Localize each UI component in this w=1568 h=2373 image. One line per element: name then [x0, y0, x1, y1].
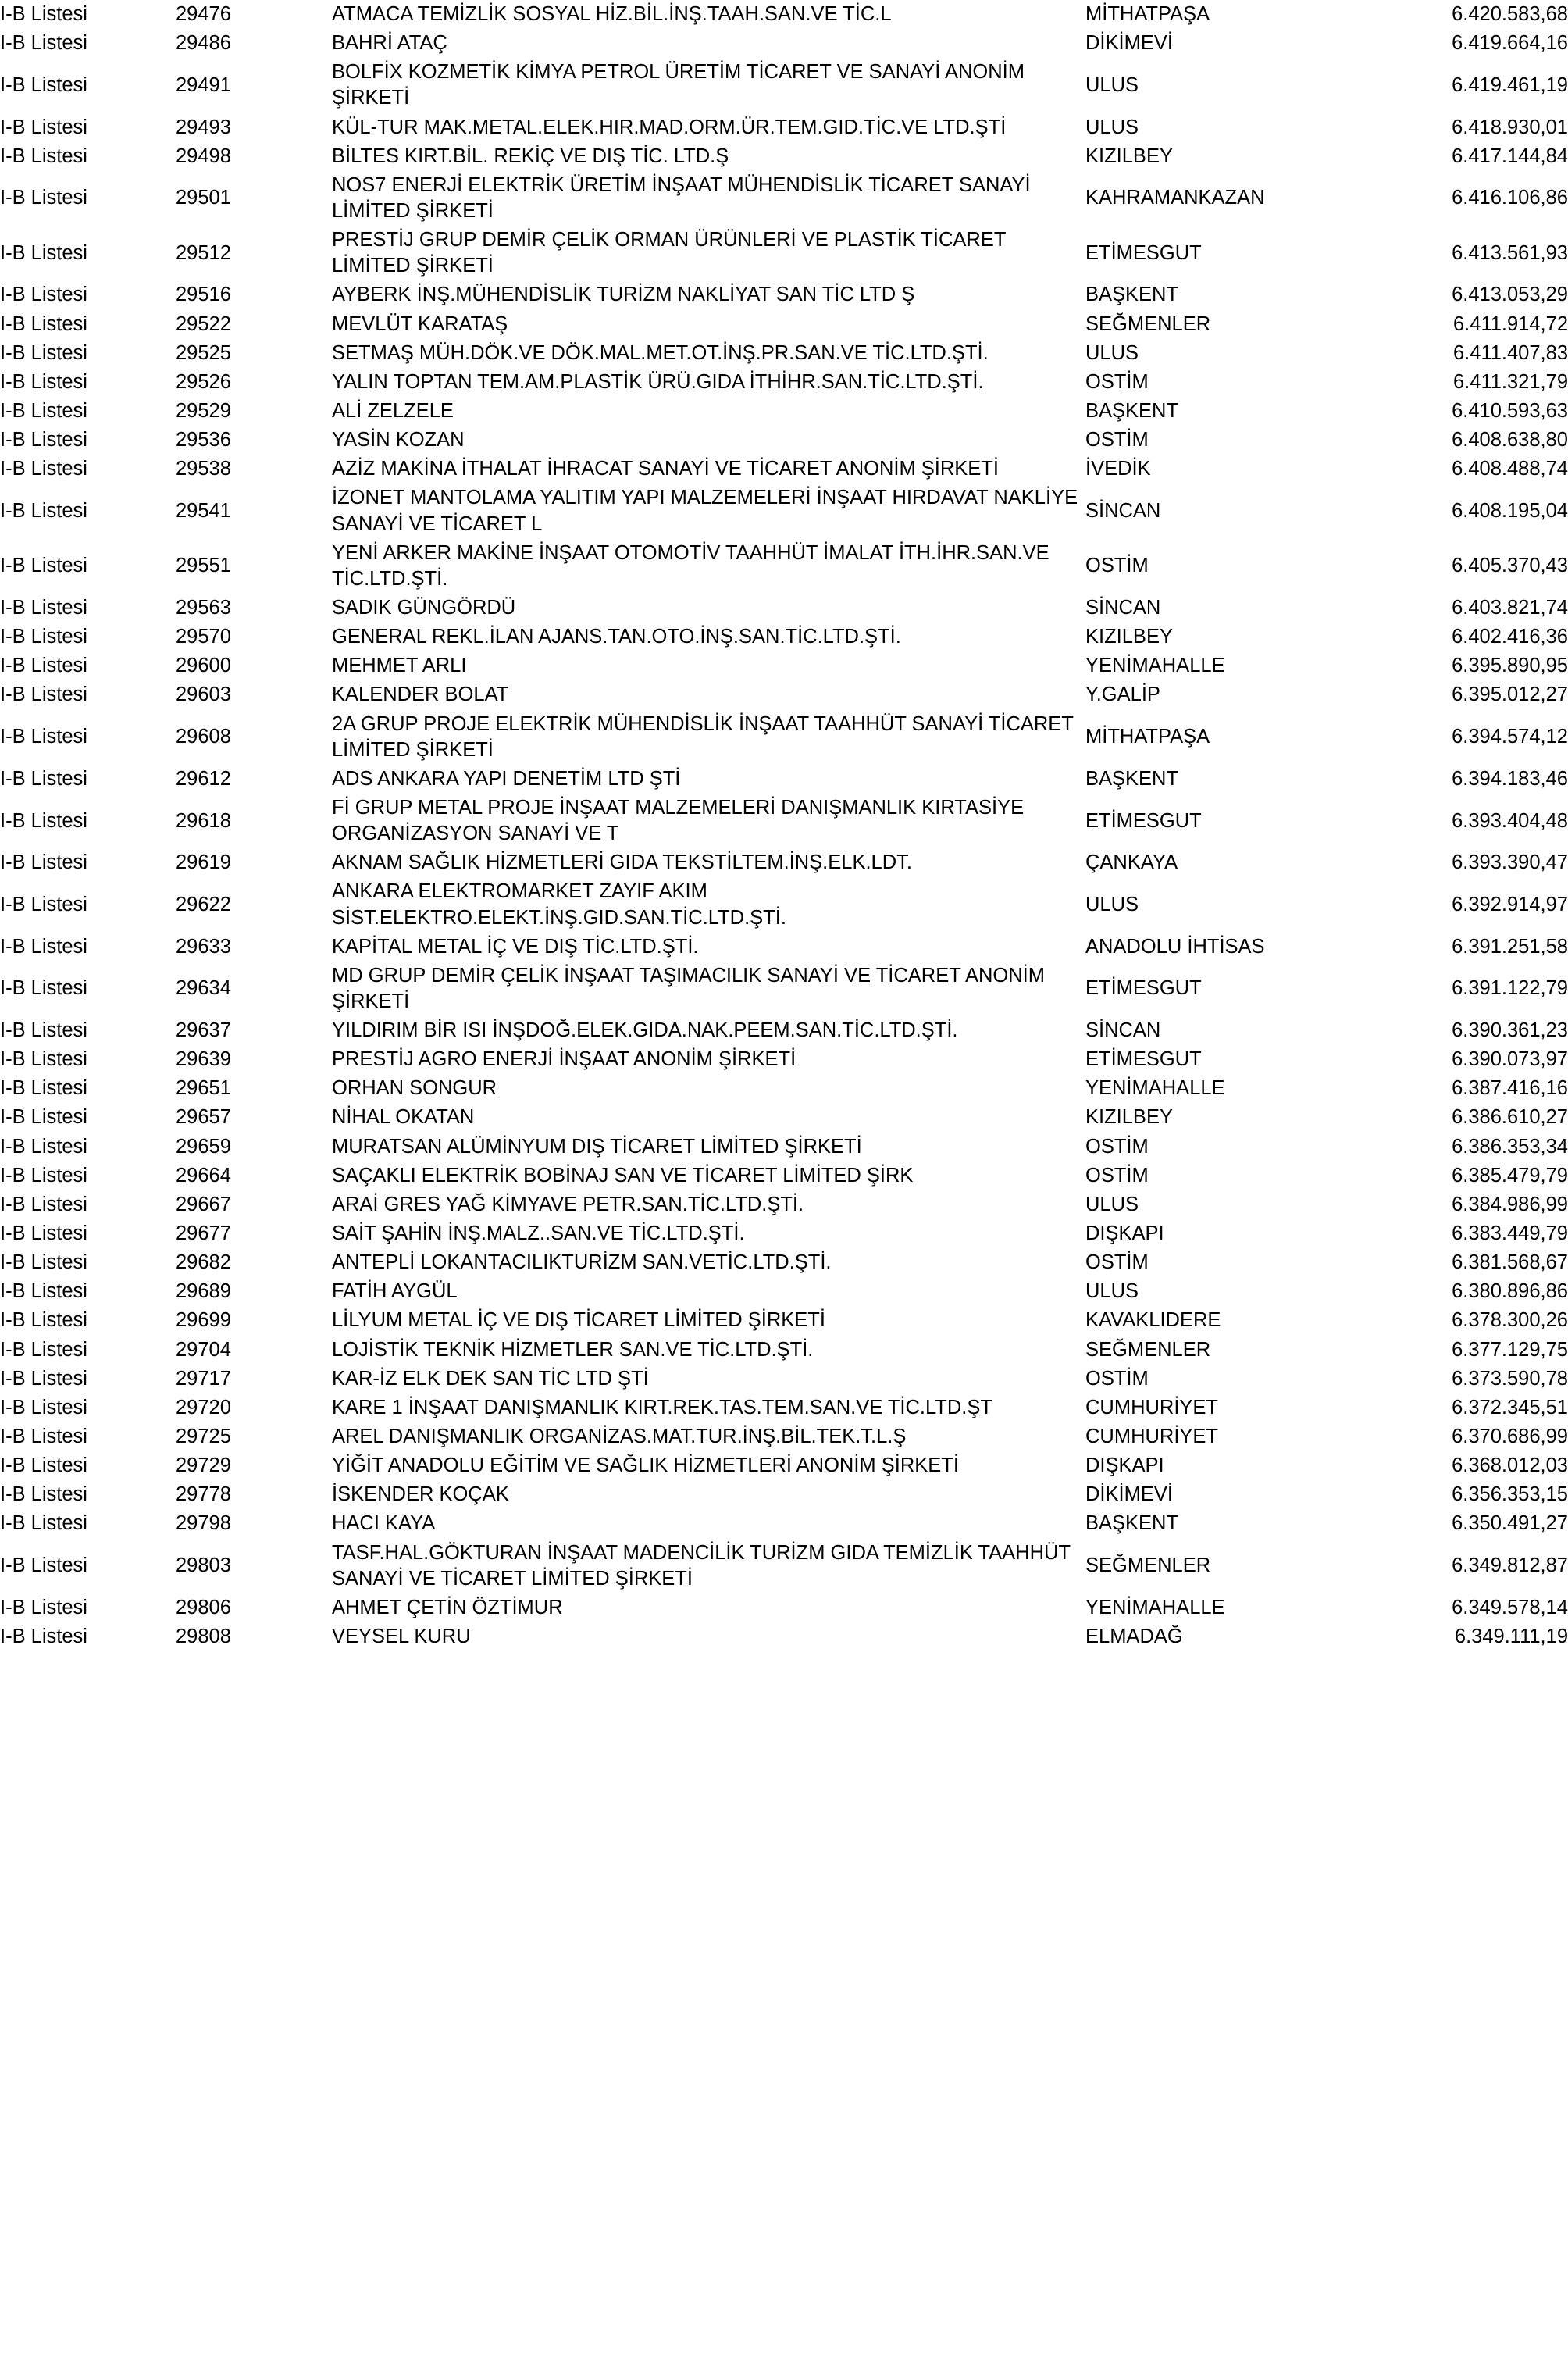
- table-row: [0, 594, 1568, 623]
- cell-name: İZONET MANTOLAMA YALITIM YAPI MALZEMELERİ İNŞAAT HIRDAVAT NAKLİYE SANAYİ VE TİCARET L: [332, 487, 1078, 535]
- cell-name: YİĞİT ANADOLU EĞİTİM VE SAĞLIK HİZMETLERİ ANONİM ŞİRKETİ: [332, 1454, 959, 1477]
- cell-tax-office: ULUS: [1085, 341, 1139, 364]
- cell-list-type: I-B Listesi: [0, 1483, 87, 1506]
- cell-tax-office: ANADOLU İHTİSAS: [1085, 935, 1265, 958]
- cell-list-type: I-B Listesi: [0, 1309, 87, 1332]
- cell-id: 29806: [176, 1596, 231, 1618]
- cell-name: MEHMET ARLI: [332, 655, 467, 677]
- cell-tax-office: SEĞMENLER: [1085, 1554, 1211, 1577]
- cell-id: 29677: [176, 1222, 231, 1245]
- cell-list-type: I-B Listesi: [0, 935, 87, 958]
- table-row: [0, 0, 1568, 29]
- cell-id: 29612: [176, 767, 231, 790]
- table-row: [0, 710, 1568, 765]
- table-row: [0, 1593, 1568, 1622]
- table-row: [0, 765, 1568, 794]
- cell-amount: 6.402.416,36: [1452, 626, 1568, 648]
- table-row: [0, 1133, 1568, 1162]
- cell-tax-office: MİTHATPAŞA: [1085, 3, 1210, 25]
- cell-name: ORHAN SONGUR: [332, 1077, 497, 1100]
- cell-name: NOS7 ENERJİ ELEKTRİK ÜRETİM İNŞAAT MÜHENDİSLİK TİCARET SANAYİ LİMİTED ŞİRKETİ: [332, 173, 1031, 222]
- cell-name: YENİ ARKER MAKİNE İNŞAAT OTOMOTİV TAAHHÜT İMALAT İTH.İHR.SAN.VE TİC.LTD.ŞTİ.: [332, 541, 1049, 590]
- cell-tax-office: KIZILBEY: [1085, 145, 1173, 167]
- cell-amount: 6.390.073,97: [1452, 1048, 1568, 1071]
- cell-tax-office: Y.GALİP: [1085, 683, 1160, 706]
- cell-tax-office: OSTİM: [1085, 370, 1149, 393]
- table-row: [0, 1539, 1568, 1593]
- cell-tax-office: CUMHURİYET: [1085, 1426, 1218, 1448]
- table-row: [0, 680, 1568, 709]
- cell-list-type: I-B Listesi: [0, 1019, 87, 1042]
- cell-name: ATMACA TEMİZLİK SOSYAL HİZ.BİL.İNŞ.TAAH.SAN.VE TİC.L: [332, 3, 892, 25]
- cell-tax-office: YENİMAHALLE: [1085, 655, 1225, 677]
- cell-tax-office: SEĞMENLER: [1085, 312, 1211, 335]
- cell-name: SAİT ŞAHİN İNŞ.MALZ..SAN.VE TİC.LTD.ŞTİ.: [332, 1222, 745, 1245]
- cell-name: LOJİSTİK TEKNİK HİZMETLER SAN.VE TİC.LTD.ŞTİ.: [332, 1338, 814, 1361]
- cell-amount: 6.416.106,86: [1452, 187, 1568, 209]
- cell-list-type: I-B Listesi: [0, 726, 87, 748]
- cell-name: NİHAL OKATAN: [332, 1106, 475, 1129]
- cell-name: HACI KAYA: [332, 1512, 436, 1535]
- cell-tax-office: KIZILBEY: [1085, 626, 1173, 648]
- cell-tax-office: OSTİM: [1085, 1164, 1149, 1186]
- cell-list-type: I-B Listesi: [0, 145, 87, 167]
- cell-list-type: I-B Listesi: [0, 1367, 87, 1390]
- cell-amount: 6.350.491,27: [1452, 1512, 1568, 1535]
- table-row: [0, 339, 1568, 368]
- cell-list-type: I-B Listesi: [0, 1554, 87, 1577]
- cell-amount: 6.418.930,01: [1452, 116, 1568, 138]
- cell-amount: 6.368.012,03: [1452, 1454, 1568, 1477]
- cell-amount: 6.386.353,34: [1452, 1135, 1568, 1158]
- cell-id: 29657: [176, 1106, 231, 1129]
- cell-amount: 6.387.416,16: [1452, 1077, 1568, 1100]
- cell-amount: 6.419.664,16: [1452, 32, 1568, 55]
- cell-name: YASİN KOZAN: [332, 429, 465, 451]
- cell-id: 29491: [176, 73, 231, 96]
- cell-name: GENERAL REKL.İLAN AJANS.TAN.OTO.İNŞ.SAN.TİC.LTD.ŞTİ.: [332, 626, 901, 648]
- cell-tax-office: ÇANKAYA: [1085, 851, 1178, 874]
- cell-id: 29682: [176, 1251, 231, 1274]
- cell-tax-office: ETİMESGUT: [1085, 241, 1202, 264]
- cell-list-type: I-B Listesi: [0, 683, 87, 706]
- cell-id: 29501: [176, 187, 231, 209]
- cell-list-type: I-B Listesi: [0, 977, 87, 1000]
- cell-tax-office: OSTİM: [1085, 1135, 1149, 1158]
- cell-id: 29699: [176, 1309, 231, 1332]
- cell-amount: 6.377.129,75: [1452, 1338, 1568, 1361]
- cell-list-type: I-B Listesi: [0, 1512, 87, 1535]
- cell-name: BOLFİX KOZMETİK KİMYA PETROL ÜRETİM TİCARET VE SANAYİ ANONİM ŞİRKETİ: [332, 61, 1025, 109]
- cell-name: KÜL-TUR MAK.METAL.ELEK.HIR.MAD.ORM.ÜR.TEM.GID.TİC.VE LTD.ŞTİ: [332, 116, 1007, 138]
- table-row: [0, 1422, 1568, 1451]
- cell-name: LİLYUM METAL İÇ VE DIŞ TİCARET LİMİTED ŞİRKETİ: [332, 1309, 825, 1332]
- table-row: [0, 848, 1568, 877]
- cell-tax-office: OSTİM: [1085, 1251, 1149, 1274]
- table-row: [0, 426, 1568, 455]
- cell-amount: 6.349.578,14: [1452, 1596, 1568, 1618]
- cell-name: TASF.HAL.GÖKTURAN İNŞAAT MADENCİLİK TURİZM GIDA TEMİZLİK TAAHHÜT SANAYİ VE TİCARET LİMİTED ŞİRKETİ: [332, 1541, 1071, 1590]
- table-row: [0, 1451, 1568, 1480]
- cell-name: MD GRUP DEMİR ÇELİK İNŞAAT TAŞIMACILIK SANAYİ VE TİCARET ANONİM ŞİRKETİ: [332, 964, 1046, 1012]
- cell-list-type: I-B Listesi: [0, 596, 87, 619]
- table-row: [0, 484, 1568, 538]
- cell-tax-office: KIZILBEY: [1085, 1106, 1173, 1129]
- table-row: [0, 1016, 1568, 1045]
- cell-name: ANTEPLİ LOKANTACILIKTURİZM SAN.VETİC.LTD.ŞTİ.: [332, 1251, 832, 1274]
- cell-id: 29729: [176, 1454, 231, 1477]
- cell-list-type: I-B Listesi: [0, 429, 87, 451]
- cell-name: ADS ANKARA YAPI DENETİM LTD ŞTİ: [332, 767, 681, 790]
- table-row: [0, 1393, 1568, 1422]
- cell-tax-office: SİNCAN: [1085, 596, 1161, 619]
- cell-tax-office: DİKİMEVİ: [1085, 1483, 1173, 1506]
- cell-tax-office: ULUS: [1085, 1193, 1139, 1215]
- table-row: [0, 1219, 1568, 1248]
- cell-name: SETMAŞ MÜH.DÖK.VE DÖK.MAL.MET.OT.İNŞ.PR.SAN.VE TİC.LTD.ŞTİ.: [332, 341, 989, 364]
- cell-name: ALİ ZELZELE: [332, 399, 454, 422]
- cell-list-type: I-B Listesi: [0, 555, 87, 577]
- cell-name: MURATSAN ALÜMİNYUM DIŞ TİCARET LİMİTED ŞİRKETİ: [332, 1135, 862, 1158]
- cell-amount: 6.408.195,04: [1452, 499, 1568, 522]
- cell-id: 29639: [176, 1048, 231, 1071]
- cell-id: 29526: [176, 370, 231, 393]
- table-row: [0, 1190, 1568, 1219]
- cell-amount: 6.393.404,48: [1452, 809, 1568, 832]
- cell-amount: 6.394.574,12: [1452, 726, 1568, 748]
- cell-name: AREL DANIŞMANLIK ORGANİZAS.MAT.TUR.İNŞ.BİL.TEK.T.L.Ş: [332, 1426, 907, 1448]
- cell-list-type: I-B Listesi: [0, 1396, 87, 1418]
- table-row: [0, 962, 1568, 1016]
- cell-list-type: I-B Listesi: [0, 851, 87, 874]
- cell-amount: 6.393.390,47: [1452, 851, 1568, 874]
- cell-amount: 6.413.053,29: [1452, 284, 1568, 306]
- cell-tax-office: ETİMESGUT: [1085, 1048, 1202, 1071]
- cell-tax-office: İVEDİK: [1085, 458, 1151, 480]
- cell-tax-office: ULUS: [1085, 1280, 1139, 1303]
- cell-name: MEVLÜT KARATAŞ: [332, 312, 508, 335]
- cell-amount: 6.391.122,79: [1452, 977, 1568, 1000]
- table-row: [0, 623, 1568, 651]
- cell-name: AZİZ MAKİNA İTHALAT İHRACAT SANAYİ VE TİCARET ANONİM ŞİRKETİ: [332, 458, 999, 480]
- cell-list-type: I-B Listesi: [0, 1135, 87, 1158]
- cell-list-type: I-B Listesi: [0, 1106, 87, 1129]
- cell-amount: 6.391.251,58: [1452, 935, 1568, 958]
- table-row: [0, 368, 1568, 397]
- cell-list-type: I-B Listesi: [0, 73, 87, 96]
- cell-list-type: I-B Listesi: [0, 1048, 87, 1071]
- cell-id: 29538: [176, 458, 231, 480]
- table-row: [0, 142, 1568, 171]
- table-row: [0, 1509, 1568, 1538]
- cell-id: 29667: [176, 1193, 231, 1215]
- cell-name: SADIK GÜNGÖRDÜ: [332, 596, 516, 619]
- cell-amount: 6.417.144,84: [1452, 145, 1568, 167]
- cell-amount: 6.349.111,19: [1454, 1625, 1568, 1648]
- cell-name: 2A GRUP PROJE ELEKTRİK MÜHENDİSLİK İNŞAAT TAAHHÜT SANAYİ TİCARET LİMİTED ŞİRKETİ: [332, 712, 1074, 761]
- cell-amount: 6.411.407,83: [1453, 341, 1568, 364]
- cell-list-type: I-B Listesi: [0, 1077, 87, 1100]
- cell-tax-office: YENİMAHALLE: [1085, 1596, 1225, 1618]
- table-row: [0, 1162, 1568, 1190]
- cell-list-type: I-B Listesi: [0, 458, 87, 480]
- cell-name: ANKARA ELEKTROMARKET ZAYIF AKIM SİST.ELEKTRO.ELEKT.İNŞ.GID.SAN.TİC.LTD.ŞTİ.: [332, 880, 786, 929]
- table-row: [0, 58, 1568, 112]
- cell-id: 29516: [176, 284, 231, 306]
- table-row: [0, 1074, 1568, 1103]
- table-row: [0, 1480, 1568, 1509]
- table-row: [0, 310, 1568, 339]
- cell-name: FATİH AYGÜL: [332, 1280, 458, 1303]
- cell-tax-office: DIŞKAPI: [1085, 1222, 1164, 1245]
- cell-list-type: I-B Listesi: [0, 1222, 87, 1245]
- cell-id: 29529: [176, 399, 231, 422]
- cell-amount: 6.394.183,46: [1452, 767, 1568, 790]
- cell-amount: 6.411.914,72: [1453, 312, 1568, 335]
- cell-name: Fİ GRUP METAL PROJE İNŞAAT MALZEMELERİ DANIŞMANLIK KIRTASİYE ORGANİZASYON SANAYİ VE T: [332, 796, 1025, 845]
- cell-name: YILDIRIM BİR ISI İNŞDOĞ.ELEK.GIDA.NAK.PEEM.SAN.TİC.LTD.ŞTİ.: [332, 1019, 958, 1042]
- cell-id: 29725: [176, 1426, 231, 1448]
- cell-name: VEYSEL KURU: [332, 1625, 471, 1648]
- cell-amount: 6.411.321,79: [1453, 370, 1568, 393]
- cell-tax-office: OSTİM: [1085, 429, 1149, 451]
- cell-name: ARAİ GRES YAĞ KİMYAVE PETR.SAN.TİC.LTD.ŞTİ.: [332, 1193, 804, 1215]
- cell-id: 29603: [176, 683, 231, 706]
- cell-list-type: I-B Listesi: [0, 1193, 87, 1215]
- cell-amount: 6.349.812,87: [1452, 1554, 1568, 1577]
- cell-name: BİLTES KIRT.BİL. REKİÇ VE DIŞ TİC. LTD.Ş: [332, 145, 729, 167]
- cell-id: 29498: [176, 145, 231, 167]
- cell-list-type: I-B Listesi: [0, 1338, 87, 1361]
- table-row: [0, 29, 1568, 58]
- cell-amount: 6.419.461,19: [1452, 73, 1568, 96]
- cell-tax-office: BAŞKENT: [1085, 1512, 1179, 1535]
- cell-amount: 6.395.890,95: [1452, 655, 1568, 677]
- cell-tax-office: YENİMAHALLE: [1085, 1077, 1225, 1100]
- cell-list-type: I-B Listesi: [0, 1625, 87, 1648]
- cell-list-type: I-B Listesi: [0, 399, 87, 422]
- cell-tax-office: BAŞKENT: [1085, 767, 1179, 790]
- cell-amount: 6.385.479,79: [1452, 1164, 1568, 1186]
- cell-id: 29512: [176, 241, 231, 264]
- cell-amount: 6.408.488,74: [1452, 458, 1568, 480]
- table-row: [0, 1277, 1568, 1306]
- cell-tax-office: MİTHATPAŞA: [1085, 726, 1210, 748]
- cell-id: 29717: [176, 1367, 231, 1390]
- cell-id: 29618: [176, 809, 231, 832]
- cell-name: AHMET ÇETİN ÖZTİMUR: [332, 1596, 563, 1618]
- cell-id: 29778: [176, 1483, 231, 1506]
- cell-list-type: I-B Listesi: [0, 655, 87, 677]
- cell-tax-office: ETİMESGUT: [1085, 809, 1202, 832]
- cell-name: PRESTİJ GRUP DEMİR ÇELİK ORMAN ÜRÜNLERİ VE PLASTİK TİCARET LİMİTED ŞİRKETİ: [332, 229, 1006, 277]
- cell-tax-office: ELMADAĞ: [1085, 1625, 1183, 1648]
- cell-tax-office: KAVAKLIDERE: [1085, 1309, 1221, 1332]
- cell-list-type: I-B Listesi: [0, 187, 87, 209]
- cell-name: KAR-İZ ELK DEK SAN TİC LTD ŞTİ: [332, 1367, 649, 1390]
- cell-name: AYBERK İNŞ.MÜHENDİSLİK TURİZM NAKLİYAT SAN TİC LTD Ş: [332, 284, 915, 306]
- cell-amount: 6.381.568,67: [1452, 1251, 1568, 1274]
- cell-tax-office: SEĞMENLER: [1085, 1338, 1211, 1361]
- table-row: [0, 171, 1568, 226]
- table-row: [0, 113, 1568, 142]
- table-row: [0, 280, 1568, 309]
- cell-amount: 6.413.561,93: [1452, 241, 1568, 264]
- cell-list-type: I-B Listesi: [0, 32, 87, 55]
- cell-tax-office: OSTİM: [1085, 555, 1149, 577]
- cell-tax-office: KAHRAMANKAZAN: [1085, 187, 1265, 209]
- cell-list-type: I-B Listesi: [0, 499, 87, 522]
- table-row: [0, 226, 1568, 280]
- cell-list-type: I-B Listesi: [0, 626, 87, 648]
- cell-name: PRESTİJ AGRO ENERJİ İNŞAAT ANONİM ŞİRKETİ: [332, 1048, 796, 1071]
- cell-name: KARE 1 İNŞAAT DANIŞMANLIK KIRT.REK.TAS.TEM.SAN.VE TİC.LTD.ŞT: [332, 1396, 992, 1418]
- table-row: [0, 397, 1568, 426]
- table-row: [0, 1248, 1568, 1277]
- table-row: [0, 1306, 1568, 1335]
- cell-list-type: I-B Listesi: [0, 341, 87, 364]
- table-row: [0, 455, 1568, 484]
- cell-amount: 6.392.914,97: [1452, 893, 1568, 915]
- cell-tax-office: BAŞKENT: [1085, 399, 1179, 422]
- cell-list-type: I-B Listesi: [0, 1596, 87, 1618]
- cell-id: 29633: [176, 935, 231, 958]
- cell-id: 29600: [176, 655, 231, 677]
- cell-id: 29634: [176, 977, 231, 1000]
- cell-id: 29486: [176, 32, 231, 55]
- cell-amount: 6.356.353,15: [1452, 1483, 1568, 1506]
- table-row: [0, 1622, 1568, 1651]
- cell-tax-office: ETİMESGUT: [1085, 977, 1202, 1000]
- cell-id: 29659: [176, 1135, 231, 1158]
- cell-amount: 6.370.686,99: [1452, 1426, 1568, 1448]
- cell-amount: 6.405.370,43: [1452, 555, 1568, 577]
- cell-amount: 6.420.583,68: [1452, 3, 1568, 25]
- cell-id: 29720: [176, 1396, 231, 1418]
- cell-tax-office: ULUS: [1085, 73, 1139, 96]
- cell-amount: 6.384.986,99: [1452, 1193, 1568, 1215]
- cell-tax-office: SİNCAN: [1085, 499, 1161, 522]
- cell-id: 29476: [176, 3, 231, 25]
- cell-id: 29525: [176, 341, 231, 364]
- cell-tax-office: DIŞKAPI: [1085, 1454, 1164, 1477]
- cell-id: 29493: [176, 116, 231, 138]
- cell-amount: 6.386.610,27: [1452, 1106, 1568, 1129]
- cell-tax-office: ULUS: [1085, 116, 1139, 138]
- cell-name: KALENDER BOLAT: [332, 683, 509, 706]
- cell-id: 29798: [176, 1512, 231, 1535]
- table-row: [0, 1365, 1568, 1393]
- cell-list-type: I-B Listesi: [0, 767, 87, 790]
- cell-tax-office: CUMHURİYET: [1085, 1396, 1218, 1418]
- cell-id: 29563: [176, 596, 231, 619]
- cell-name: KAPİTAL METAL İÇ VE DIŞ TİC.LTD.ŞTİ.: [332, 935, 699, 958]
- cell-list-type: I-B Listesi: [0, 3, 87, 25]
- cell-id: 29551: [176, 555, 231, 577]
- cell-amount: 6.408.638,80: [1452, 429, 1568, 451]
- cell-list-type: I-B Listesi: [0, 809, 87, 832]
- cell-name: BAHRİ ATAÇ: [332, 32, 447, 55]
- cell-id: 29570: [176, 626, 231, 648]
- cell-id: 29536: [176, 429, 231, 451]
- cell-id: 29619: [176, 851, 231, 874]
- cell-id: 29622: [176, 893, 231, 915]
- cell-list-type: I-B Listesi: [0, 370, 87, 393]
- cell-list-type: I-B Listesi: [0, 1251, 87, 1274]
- table-row: [0, 1336, 1568, 1365]
- table-row: [0, 877, 1568, 932]
- cell-name: AKNAM SAĞLIK HİZMETLERİ GIDA TEKSTİLTEM.İNŞ.ELK.LDT.: [332, 851, 912, 874]
- cell-id: 29689: [176, 1280, 231, 1303]
- table-row: [0, 539, 1568, 594]
- table-row: [0, 1045, 1568, 1074]
- cell-list-type: I-B Listesi: [0, 1164, 87, 1186]
- cell-list-type: I-B Listesi: [0, 312, 87, 335]
- cell-amount: 6.372.345,51: [1452, 1396, 1568, 1418]
- cell-tax-office: DİKİMEVİ: [1085, 32, 1173, 55]
- cell-amount: 6.390.361,23: [1452, 1019, 1568, 1042]
- cell-amount: 6.383.449,79: [1452, 1222, 1568, 1245]
- cell-id: 29664: [176, 1164, 231, 1186]
- cell-name: İSKENDER KOÇAK: [332, 1483, 509, 1506]
- cell-list-type: I-B Listesi: [0, 1280, 87, 1303]
- cell-id: 29808: [176, 1625, 231, 1648]
- cell-id: 29541: [176, 499, 231, 522]
- cell-id: 29637: [176, 1019, 231, 1042]
- cell-id: 29522: [176, 312, 231, 335]
- cell-amount: 6.373.590,78: [1452, 1367, 1568, 1390]
- table-row: [0, 1103, 1568, 1132]
- cell-tax-office: ULUS: [1085, 893, 1139, 915]
- table-row: [0, 651, 1568, 680]
- cell-tax-office: SİNCAN: [1085, 1019, 1161, 1042]
- cell-id: 29803: [176, 1554, 231, 1577]
- cell-list-type: I-B Listesi: [0, 116, 87, 138]
- cell-list-type: I-B Listesi: [0, 1426, 87, 1448]
- cell-id: 29651: [176, 1077, 231, 1100]
- cell-name: YALIN TOPTAN TEM.AM.PLASTİK ÜRÜ.GIDA İTHİHR.SAN.TİC.LTD.ŞTİ.: [332, 370, 984, 393]
- cell-list-type: I-B Listesi: [0, 284, 87, 306]
- cell-amount: 6.410.593,63: [1452, 399, 1568, 422]
- cell-tax-office: OSTİM: [1085, 1367, 1149, 1390]
- cell-id: 29704: [176, 1338, 231, 1361]
- cell-list-type: I-B Listesi: [0, 241, 87, 264]
- cell-amount: 6.395.012,27: [1452, 683, 1568, 706]
- table-row: [0, 933, 1568, 962]
- cell-list-type: I-B Listesi: [0, 1454, 87, 1477]
- cell-amount: 6.403.821,74: [1452, 596, 1568, 619]
- cell-list-type: I-B Listesi: [0, 893, 87, 915]
- cell-tax-office: BAŞKENT: [1085, 284, 1179, 306]
- cell-id: 29608: [176, 726, 231, 748]
- table-row: [0, 794, 1568, 848]
- cell-amount: 6.378.300,26: [1452, 1309, 1568, 1332]
- cell-name: SAÇAKLI ELEKTRİK BOBİNAJ SAN VE TİCARET LİMİTED ŞİRK: [332, 1164, 914, 1186]
- cell-amount: 6.380.896,86: [1452, 1280, 1568, 1303]
